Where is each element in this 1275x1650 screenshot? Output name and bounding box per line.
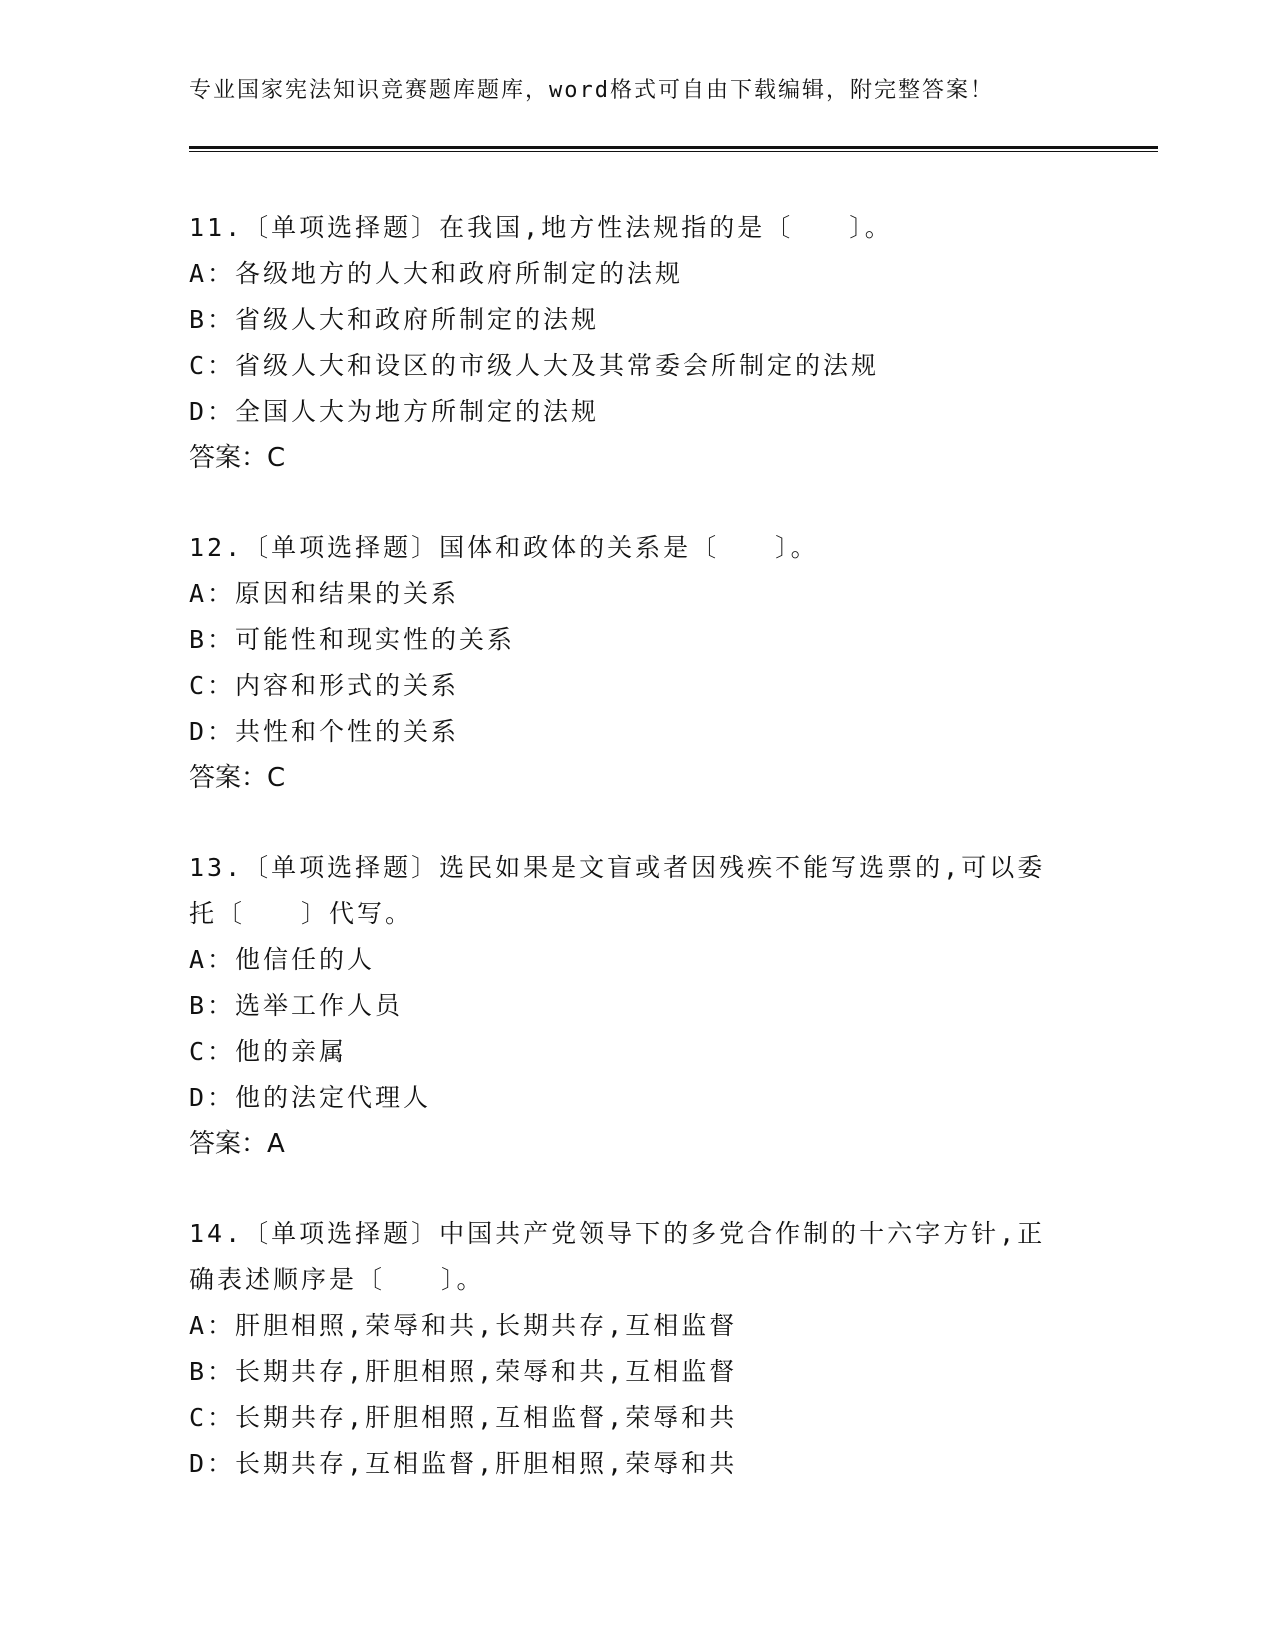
question-stem-line-1: 14.〔单项选择题〕中国共产党领导下的多党合作制的十六字方针,正 bbox=[189, 1219, 1046, 1248]
option-a: A：各级地方的人大和政府所制定的法规 bbox=[189, 259, 684, 288]
option-a: A：原因和结果的关系 bbox=[189, 579, 460, 608]
option-b: B：选举工作人员 bbox=[189, 991, 404, 1020]
question-list bbox=[189, 205, 1089, 1531]
question-stem: 12.〔单项选择题〕国体和政体的关系是〔 〕。 bbox=[189, 533, 819, 562]
answer-line: 答案：C bbox=[189, 763, 286, 793]
option-c: C：内容和形式的关系 bbox=[189, 671, 460, 700]
question-stem: 11.〔单项选择题〕在我国,地方性法规指的是〔 〕。 bbox=[189, 213, 893, 242]
answer-line: 答案：C bbox=[189, 443, 286, 473]
page-header: 专业国家宪法知识竞赛题库题库，word格式可自由下载编辑，附完整答案！ bbox=[189, 78, 994, 103]
option-b: B：长期共存,肝胆相照,荣辱和共,互相监督 bbox=[189, 1357, 738, 1386]
option-d: D：他的法定代理人 bbox=[189, 1083, 432, 1112]
question-14 bbox=[189, 1211, 1089, 1487]
option-d: D：全国人大为地方所制定的法规 bbox=[189, 397, 600, 426]
question-stem-line-2: 托〔 〕代写。 bbox=[189, 899, 414, 928]
answer-line: 答案：A bbox=[189, 1129, 285, 1159]
option-b: B：可能性和现实性的关系 bbox=[189, 625, 516, 654]
option-d: D：长期共存,互相监督,肝胆相照,荣辱和共 bbox=[189, 1449, 738, 1478]
question-stem-line-2: 确表述顺序是〔 〕。 bbox=[189, 1265, 485, 1294]
option-a: A：他信任的人 bbox=[189, 945, 376, 974]
question-13 bbox=[189, 845, 1089, 1167]
option-c: C：他的亲属 bbox=[189, 1037, 348, 1066]
question-12 bbox=[189, 525, 1089, 801]
header-divider-thin bbox=[189, 151, 1158, 152]
question-stem-line-1: 13.〔单项选择题〕选民如果是文盲或者因残疾不能写选票的,可以委 bbox=[189, 853, 1046, 882]
option-c: C：省级人大和设区的市级人大及其常委会所制定的法规 bbox=[189, 351, 880, 380]
option-a: A：肝胆相照,荣辱和共,长期共存,互相监督 bbox=[189, 1311, 738, 1340]
header-divider-thick bbox=[189, 146, 1158, 149]
question-11 bbox=[189, 205, 1089, 481]
option-d: D：共性和个性的关系 bbox=[189, 717, 460, 746]
option-c: C：长期共存,肝胆相照,互相监督,荣辱和共 bbox=[189, 1403, 738, 1432]
option-b: B：省级人大和政府所制定的法规 bbox=[189, 305, 600, 334]
